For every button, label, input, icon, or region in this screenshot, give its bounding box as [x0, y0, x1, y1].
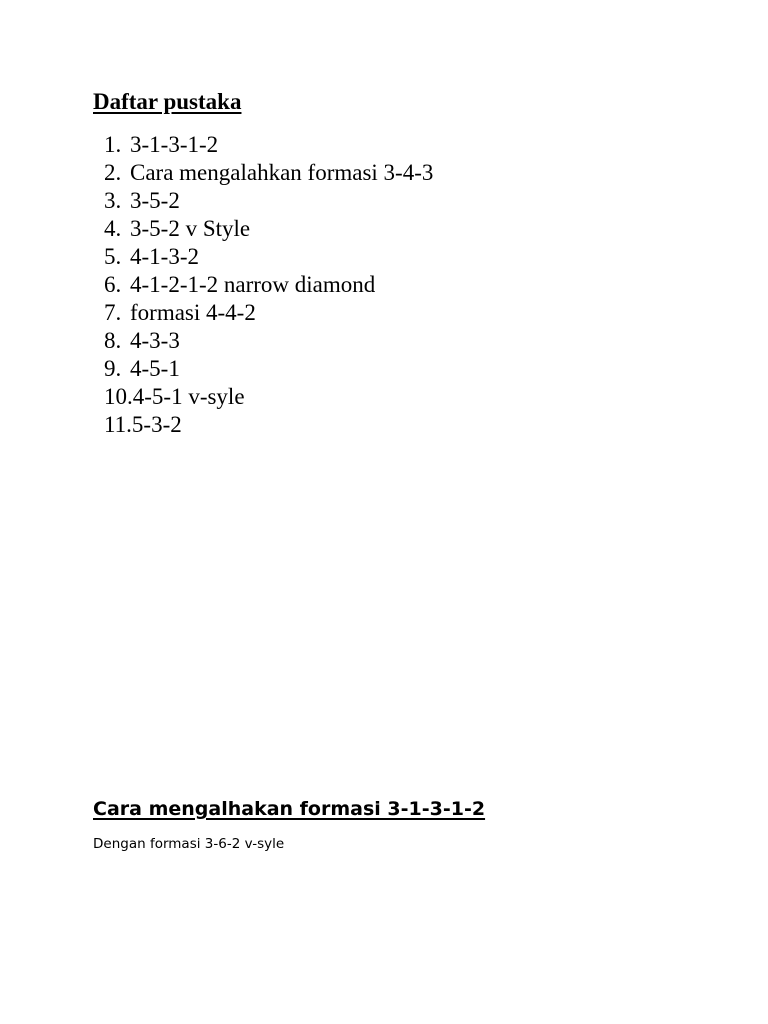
list-item-number: 8.	[104, 328, 122, 353]
list-item-number: 7.	[104, 300, 122, 325]
list-item-text: 4-5-1	[130, 356, 180, 381]
list-item	[104, 355, 433, 383]
list-item-text: 3-5-2	[130, 188, 180, 213]
list-item	[104, 187, 433, 215]
list-item-text: 4-3-3	[130, 328, 180, 353]
list-item-text: 3-1-3-1-2	[130, 132, 219, 157]
list-item	[104, 131, 433, 159]
list-item-text: Cara mengalahkan formasi 3-4-3	[130, 160, 434, 185]
section-heading: Cara mengalhakan formasi 3-1-3-1-2	[93, 798, 486, 820]
list-item	[104, 299, 433, 327]
list-item	[104, 271, 433, 299]
list-item-text: 4-5-1 v-syle	[132, 384, 245, 409]
list-item-number: 2.	[104, 160, 122, 185]
list-item	[104, 159, 433, 187]
list-item-number: 1.	[104, 132, 122, 157]
list-item	[104, 327, 433, 355]
list-item-text: 4-1-3-2	[130, 244, 199, 269]
list-item-number: 4.	[104, 216, 122, 241]
section-body-text: Dengan formasi 3-6-2 v-syle	[93, 836, 285, 852]
list-item	[104, 215, 433, 243]
list-item-number: 9.	[104, 356, 122, 381]
list-item	[104, 383, 433, 411]
list-item-number: 6.	[104, 272, 122, 297]
list-item-text: 4-1-2-1-2 narrow diamond	[130, 272, 376, 297]
bibliography-list	[104, 131, 433, 439]
list-item-number: 11.	[104, 412, 132, 437]
bibliography-title: Daftar pustaka	[93, 89, 242, 114]
list-item-number: 3.	[104, 188, 122, 213]
list-item	[104, 243, 433, 271]
list-item-text: 5-3-2	[131, 412, 182, 437]
list-item-text: formasi 4-4-2	[130, 300, 256, 325]
list-item	[104, 411, 433, 439]
list-item-number: 10.	[104, 384, 133, 409]
list-item-number: 5.	[104, 244, 122, 269]
list-item-text: 3-5-2 v Style	[130, 216, 251, 241]
